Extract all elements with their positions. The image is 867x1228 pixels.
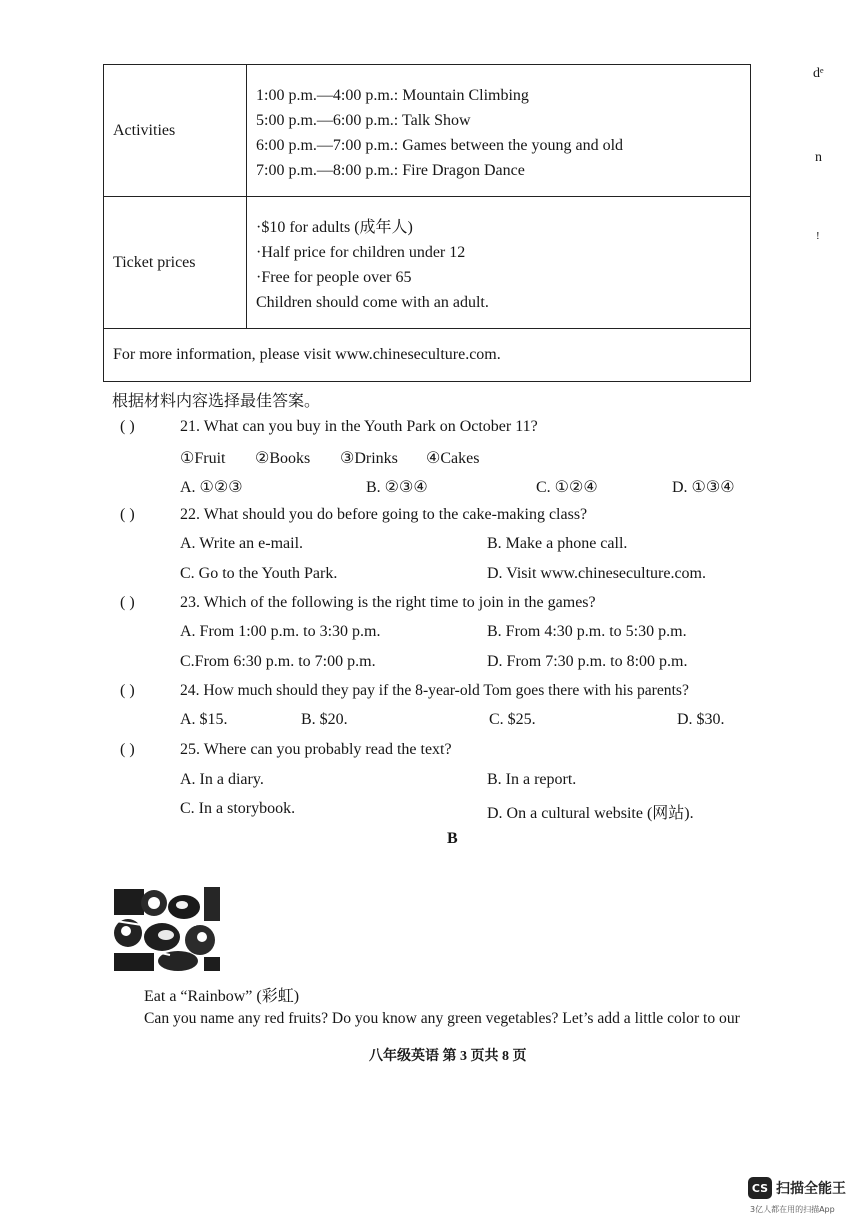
passage-title: Eat a “Rainbow” (彩虹) <box>144 988 300 1005</box>
option-23-a: A. From 1:00 p.m. to 3:30 p.m. <box>180 623 381 640</box>
option-23-b: B. From 4:30 p.m. to 5:30 p.m. <box>487 623 687 640</box>
option-24-d: D. $30. <box>677 711 725 728</box>
more-info-row <box>104 329 750 381</box>
answer-paren-24: ( ) <box>120 682 135 699</box>
question-25: 25. Where can you probably read the text? <box>180 741 452 758</box>
answer-paren-23: ( ) <box>120 594 135 611</box>
activities-label: Activities <box>113 121 176 139</box>
scanner-app-name: 扫描全能王 <box>776 1181 846 1197</box>
passage-first-line: Can you name any red fruits? Do you know any green vegetables? Let’s add a little color to our <box>144 1010 740 1027</box>
answer-paren-25: ( ) <box>120 741 135 758</box>
question-24: 24. How much should they pay if the 8-year-old Tom goes there with his parents? <box>180 682 689 699</box>
option-24-a: A. $15. <box>180 711 228 728</box>
question-22: 22. What should you do before going to the cake-making class? <box>180 506 588 523</box>
option-22-a: A. Write an e-mail. <box>180 535 304 552</box>
option-22-c: C. Go to the Youth Park. <box>180 565 338 582</box>
ticket-prices-label: Ticket prices <box>113 253 196 271</box>
option-21-c: C. ①②④ <box>536 479 598 496</box>
question-21: 21. What can you buy in the Youth Park on October 11? <box>180 418 538 435</box>
section-b-heading: B <box>447 830 458 847</box>
option-25-a: A. In a diary. <box>180 771 264 788</box>
option-21-b: B. ②③④ <box>366 479 428 496</box>
page-footer: 八年级英语 第 3 页共 8 页 <box>369 1049 527 1064</box>
option-25-c: C. In a storybook. <box>180 800 296 817</box>
item-cakes: ④Cakes <box>426 450 480 467</box>
margin-fragment-1: dᵉ <box>813 66 824 81</box>
option-23-d: D. From 7:30 p.m. to 8:00 p.m. <box>487 653 688 670</box>
activities-list: 1:00 p.m.—4:00 p.m.: Mountain Climbing 5:00 p.m.—6:00 p.m.: Talk Show 6:00 p.m.—7:00 p.m.: Games between the young and old 7:00 p.m.—8:00 p.m.: Fire Dragon Dance <box>256 87 624 179</box>
item-books: ②Books <box>255 450 311 467</box>
option-22-b: B. Make a phone call. <box>487 535 628 552</box>
ticket-prices-row <box>104 197 750 329</box>
margin-fragment-2: n <box>815 150 822 165</box>
option-24-b: B. $20. <box>301 711 348 728</box>
rainbow-food-illustration <box>112 885 222 973</box>
instruction: 根据材料内容选择最佳答案。 <box>112 393 321 410</box>
question-23: 23. Which of the following is the right time to join in the games? <box>180 594 596 611</box>
scanner-tagline: 3亿人都在用的扫描App <box>750 1205 835 1214</box>
option-21-a: A. ①②③ <box>180 479 243 496</box>
scanner-logo-icon: CS <box>748 1177 772 1199</box>
ticket-prices-list: ·$10 for adults (成年人) ·Half price for children under 12 ·Free for people over 65 Children should come with an adult. <box>256 219 489 311</box>
item-drinks: ③Drinks <box>340 450 398 467</box>
answer-paren-21: ( ) <box>120 418 135 435</box>
margin-fragment-3: ! <box>816 230 820 242</box>
activities-row <box>104 65 750 197</box>
option-22-d: D. Visit www.chineseculture.com. <box>487 565 706 582</box>
answer-paren-22: ( ) <box>120 506 135 523</box>
option-21-d: D. ①③④ <box>672 479 735 496</box>
more-info-text: For more information, please visit www.chineseculture.com. <box>113 346 501 363</box>
option-25-d: D. On a cultural website (网站). <box>487 805 694 822</box>
option-24-c: C. $25. <box>489 711 536 728</box>
info-table <box>103 64 751 382</box>
option-25-b: B. In a report. <box>487 771 577 788</box>
option-23-c: C.From 6:30 p.m. to 7:00 p.m. <box>180 653 376 670</box>
item-fruit: ①Fruit <box>180 450 226 467</box>
